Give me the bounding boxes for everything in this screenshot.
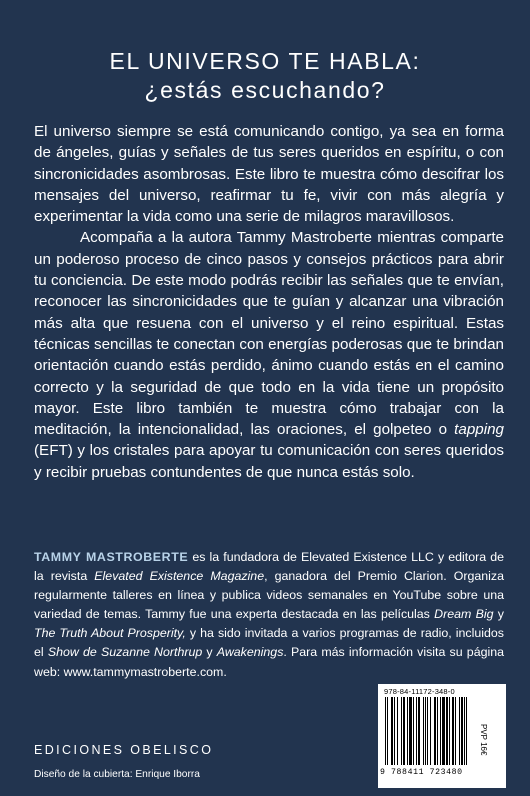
author-name: TAMMY MASTROBERTE	[34, 550, 189, 564]
isbn-text: 978-84-11172-348-0	[384, 687, 455, 696]
price-label: PVP 16€	[479, 724, 488, 756]
bio-emphasis-5: Awakenings	[216, 645, 284, 660]
ean-number: 9 788411 723480	[380, 768, 463, 777]
synopsis-p2-text-b: (EFT) y los cristales para apoyar tu comunicación con seres queridos y recibir pruebas contundentes de que nunca estás solo.	[34, 442, 504, 481]
bio-text-4: y ha sido invitada a varios programas de radio, incluidos el	[34, 626, 504, 660]
synopsis-p2-emphasis: tapping	[454, 421, 504, 439]
bio-emphasis-1: Elevated Existence Magazine	[94, 569, 265, 584]
barcode-label	[378, 684, 506, 788]
synopsis	[34, 121, 504, 483]
bio-text-6: . Para más información visita su página web: www.tammymastroberte.com.	[34, 645, 505, 679]
book-title	[0, 47, 530, 105]
title-line-1: EL UNIVERSO TE HABLA:	[109, 48, 421, 74]
synopsis-p2-text-a: Acompaña a la autora Tammy Mastroberte mientras comparte un poderoso proceso de cinco pasos y consejos prácticos para abrir tu conciencia. De este modo podrás recibir las señales que te envían, reconocer las sincronicidades que te guían y alcanzar una vibración más alta que resuena con el universo y el reino espiritual. Estas técnicas sencillas te conectan con energías poderosas que te brindan orientación cuando estás perdido, ánimo cuando estás en el camino correcto y la seguridad de que todo en la vida tiene un propósito mayor. Este libro también te muestra cómo trabajar con la meditación, la intencionalidad, las oraciones, el golpeteo o	[34, 229, 504, 439]
title-line-2: ¿estás escuchando?	[144, 77, 386, 103]
bio-text-3: y	[493, 607, 505, 622]
cover-design-credit: Diseño de la cubierta: Enrique Iborra	[34, 769, 200, 780]
bio-emphasis-4: Show de Suzanne Northrup	[47, 645, 203, 660]
bio-text-5: y	[202, 645, 217, 660]
bio-text-2: , ganadora del Premio Clarion. Organiza regularmente talleres en línea y publica videos semanales en YouTube sobre una variedad de temas. Tammy fue una experta destacada en las películas	[34, 569, 504, 622]
bio-emphasis-3: The Truth About Prosperity,	[34, 626, 186, 641]
synopsis-paragraph-2	[34, 227, 504, 483]
bio-text-1: es la fundadora de Elevated Existence LLC y editora de la revista	[34, 550, 505, 584]
publisher-name: EDICIONES OBELISCO	[34, 743, 214, 757]
author-bio	[34, 548, 504, 682]
synopsis-paragraph-1: El universo siempre se está comunicando contigo, ya sea en forma de ángeles, guías y señales de tus seres queridos en espíritu, o con sincronicidades asombrosas. Este libro te muestra cómo descifrar los mensajes del universo, reafirmar tu fe, vivir con más alegría y experimentar la vida como una serie de milagros maravillosos.	[34, 123, 504, 226]
bio-emphasis-2: Dream Big	[434, 607, 494, 622]
barcode-bars	[383, 697, 483, 767]
